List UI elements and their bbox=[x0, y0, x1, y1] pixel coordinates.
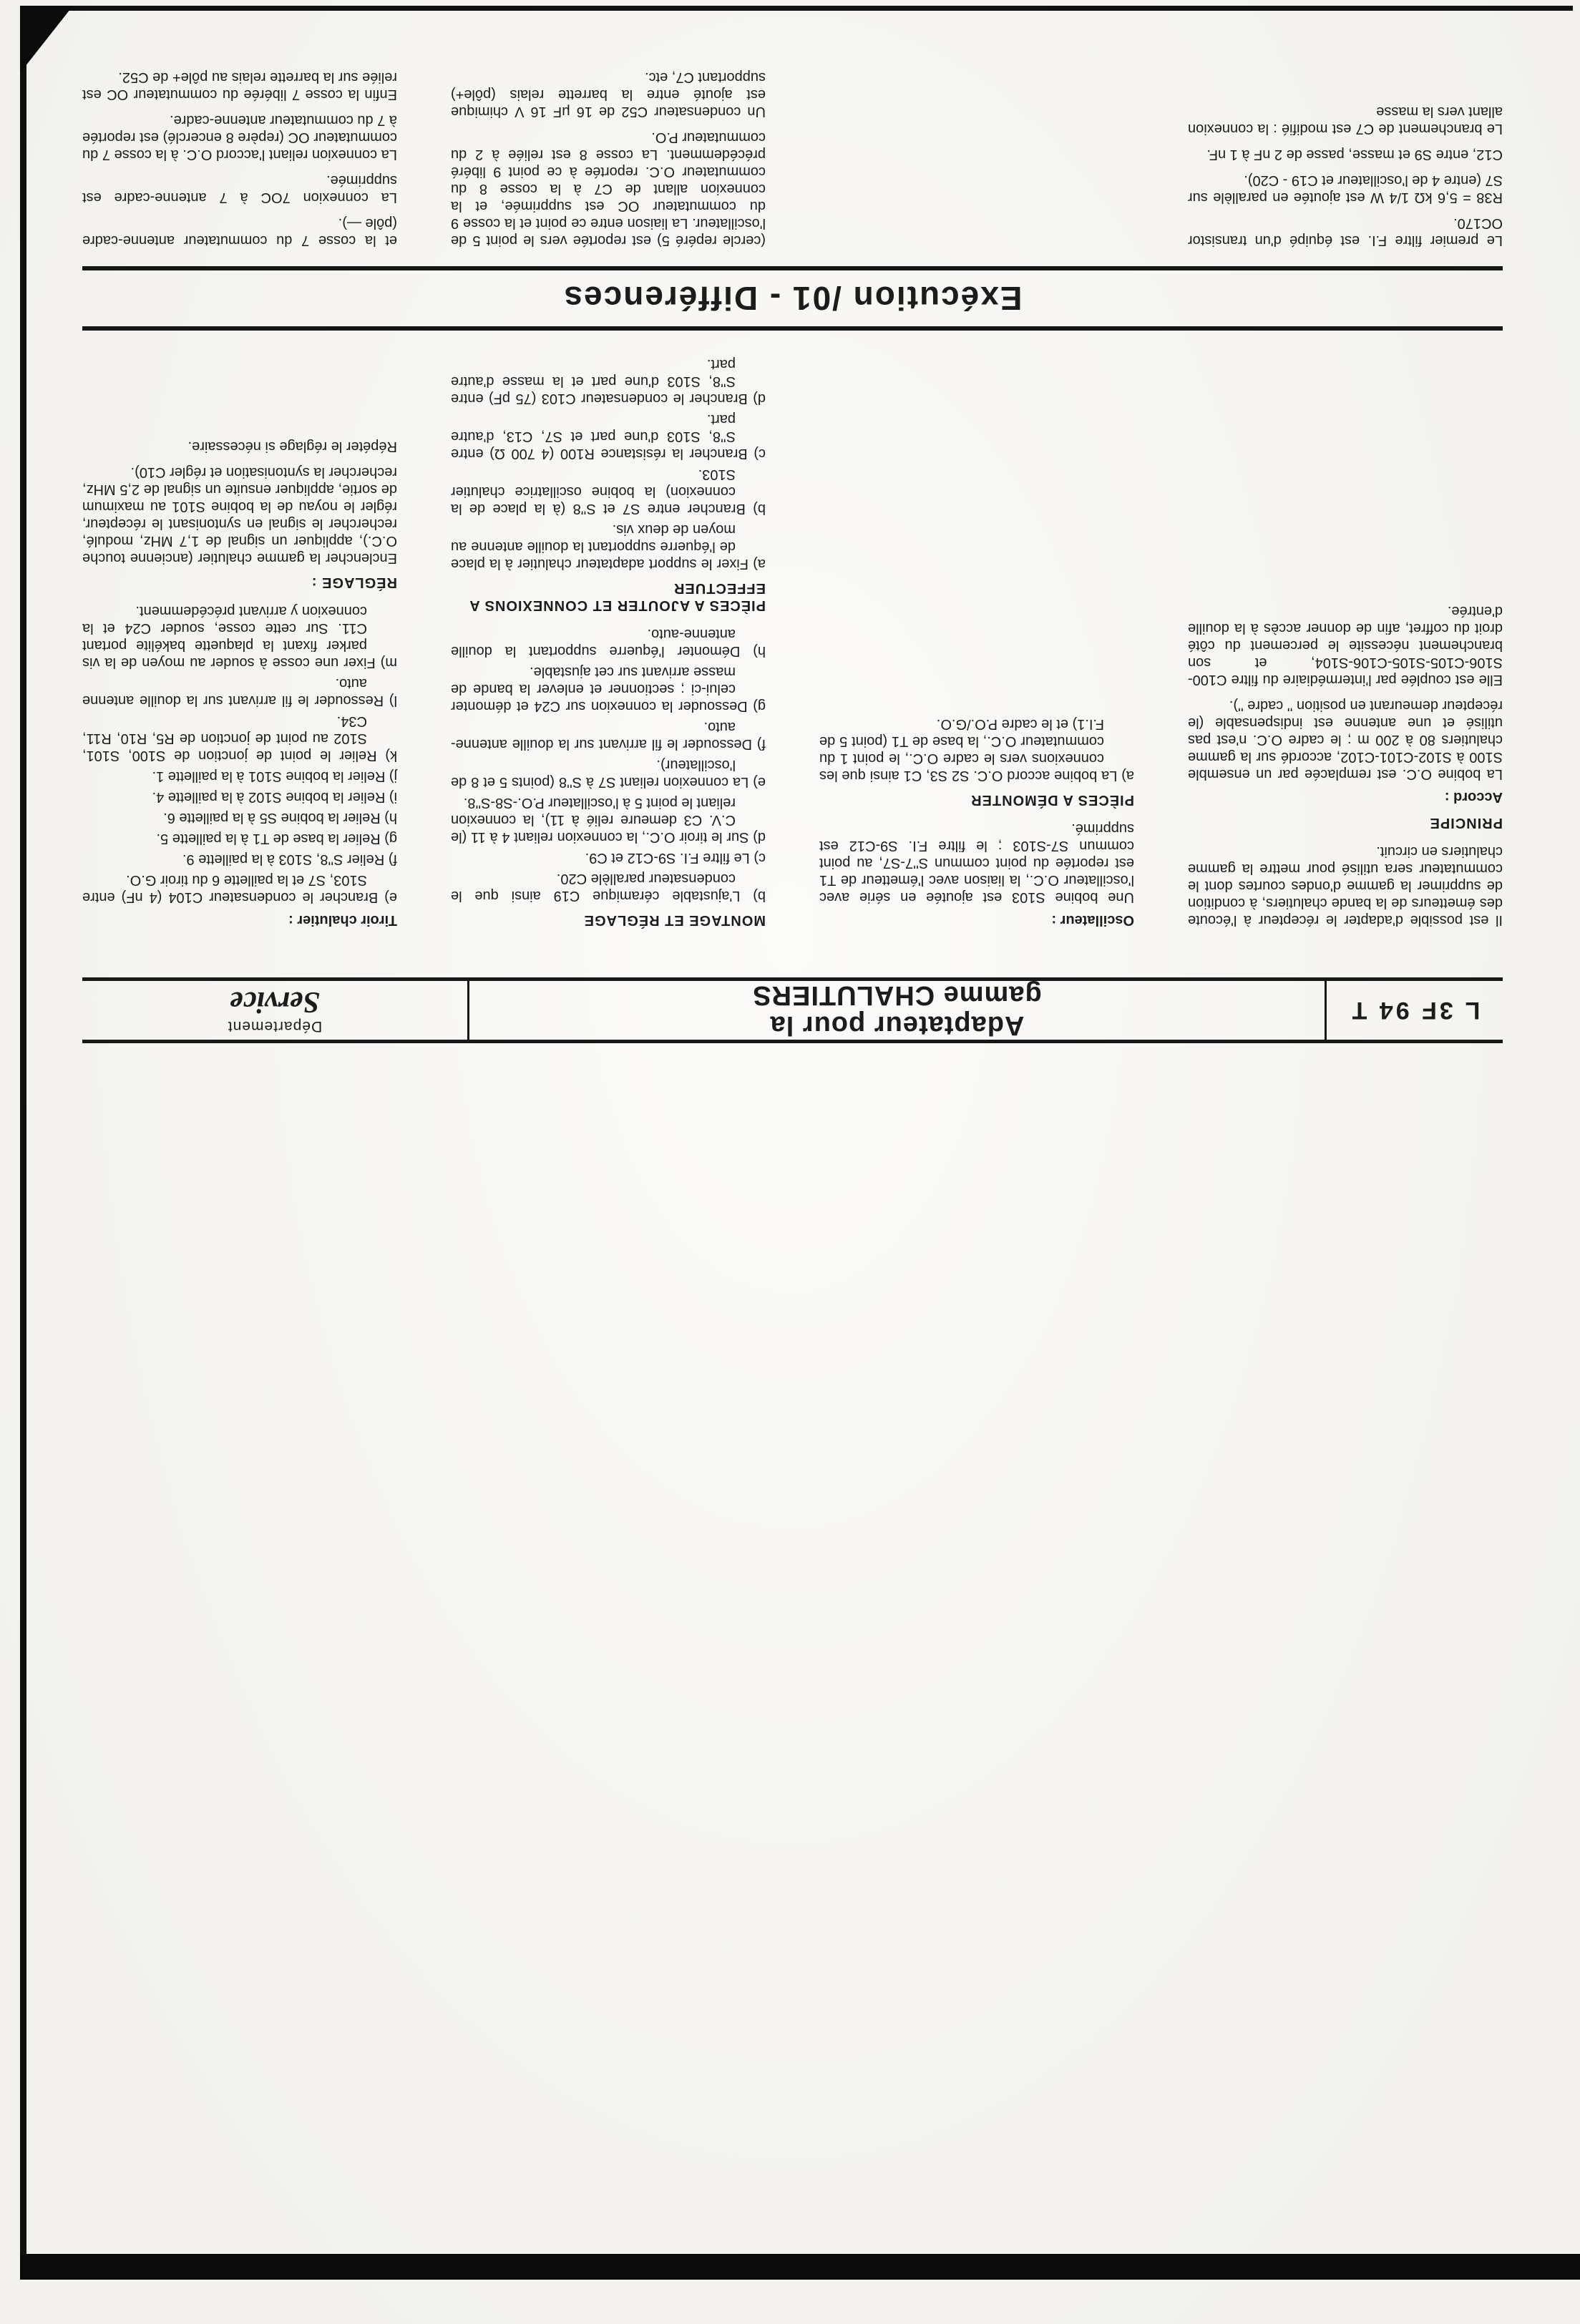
list-item: c) Brancher la résistance R100 (4 700 Ω) entre S''8, S103 d'une part et S7, C13, d'autre part. bbox=[451, 411, 766, 462]
paragraph: La bobine O.C. est remplacée par un ensemble S100 à S102-C101-C102, accordé sur la gamme chalutiers 80 à 200 m ; le cadre O.C. n'est pas utilisé et une antenne est indispensable (le récepteur demeurant en position '' cadre ''). bbox=[1188, 698, 1503, 782]
title-line-1: Adaptateur pour la bbox=[769, 1010, 1025, 1040]
paragraph: La connexion 7OC à 7 antenne-cadre est supprimée. bbox=[82, 172, 397, 205]
department-name: Service bbox=[230, 985, 320, 1018]
paragraph: et la cosse 7 du commutateur antenne-cadre (pôle —). bbox=[82, 215, 397, 248]
list-item: f) Relier S''8, S103 à la paillette 9. bbox=[182, 851, 397, 867]
department-block bbox=[82, 981, 467, 1040]
montage-et-reglage-heading: MONTAGE ET RÉGLAGE bbox=[583, 912, 766, 928]
paragraph: Il est possible d'adapter le récepteur à l'écoute des émetteurs de la bande chalutiers, à condition de supprimer la gamme d'ondes courtes dont le commutateur sera utilisé pour mettre la gamme chalutiers en circuit. bbox=[1188, 844, 1503, 928]
list-item: d) Brancher le condensateur C103 (75 pF) entre S''8, S103 d'une part et la masse d'autre part. bbox=[451, 356, 766, 406]
title-line-2: gamme CHALUTIERS bbox=[752, 980, 1042, 1010]
list-item: h) Démonter l'équerre supportant la douille antenne-auto. bbox=[451, 626, 766, 659]
list-item: g) Dessouder la connexion sur C24 et démonter celui-ci ; sectionner et enlever la bande de masse arrivant sur cet ajustable. bbox=[451, 664, 766, 714]
list-item: l) Ressouder le fil arrivant sur la douille antenne auto. bbox=[82, 675, 397, 708]
paragraph: Le premier filtre F.I. est équipé d'un transistor OC170. bbox=[1188, 215, 1503, 248]
list-item: k) Relier le point de jonction de S100, S101, S102 au point de jonction de R5, R10, R11, C34. bbox=[82, 713, 397, 763]
montage-column-4 bbox=[82, 335, 397, 929]
montage-column-1 bbox=[1188, 335, 1503, 929]
divider-rule-top bbox=[82, 326, 1503, 331]
oscillateur-subheading: Oscillateur : bbox=[1051, 912, 1134, 928]
execution-column-empty bbox=[819, 6, 1134, 249]
doc-reference: L 3F 94 T bbox=[1349, 997, 1481, 1025]
paragraph: C12, entre S9 et masse, passe de 2 nF à 1 nF. bbox=[1206, 147, 1503, 162]
montage-column-3 bbox=[451, 335, 766, 929]
list-item: b) Brancher entre S7 et S''8 (à la place de la connexion) la bobine oscillatrice chalutier S103. bbox=[451, 467, 766, 517]
list-item: h) Relier la bobine S5 à la paillette 6. bbox=[163, 810, 397, 826]
list-item: e) Brancher le condensateur C104 (4 nF) entre S103, S7 et la paillette 6 du tiroir G.O. bbox=[82, 872, 397, 905]
list-item: d) Sur le tiroir O.C., la connexion reliant 4 à 11 (le C.V. C3 demeure relié à 11), la connexion reliant le point 5 à l'oscillateur P.O.-S8-S''8. bbox=[451, 795, 766, 845]
list-item: f) Dessouder le fil arrivant sur la douille antenne-auto. bbox=[451, 719, 766, 752]
principe-heading: PRINCIPE bbox=[1429, 815, 1503, 831]
accord-subheading: Accord : bbox=[1444, 789, 1503, 805]
list-item: j) Relier la bobine S101 à la paillette 1. bbox=[152, 768, 397, 784]
paragraph: R38 = 5,6 kΩ 1/4 W est ajoutée en parallèle sur S7 (entre 4 de l'oscillateur et C19 - C20). bbox=[1188, 172, 1503, 205]
tiroir-chalutier-subheading: Tiroir chalutier : bbox=[288, 912, 397, 928]
document-title bbox=[467, 981, 1327, 1040]
paragraph: Répéter le réglage si nécessaire. bbox=[187, 439, 397, 454]
paragraph: Enfin la cosse 7 libérée du commutateur OC est reliée sur la barrette relais au pôle+ de C52. bbox=[82, 69, 397, 102]
paragraph: Le branchement de C7 est modifié : la connexion allant vers la masse bbox=[1188, 104, 1503, 137]
paragraph: Enclencher la gamme chalutier (ancienne touche O.C.), appliquer un signal de 1,7 MHz, modulé, rechercher le signal en syntonisant le récepteur, régler le noyau de la bobine S101 au maximum de sortie, appliquer ensuite un signal de 2,5 MHz, rechercher la syntonisation et régler C10). bbox=[82, 464, 397, 566]
execution-section-title: Exécution /01 - Différences bbox=[562, 280, 1023, 317]
divider-rule-bottom bbox=[82, 266, 1503, 270]
execution-section bbox=[82, 6, 1503, 249]
paragraph: Une bobine S103 est ajoutée en série avec l'oscillateur O.C., la liaison avec l'émetteur de T1 est reportée du point commun S''7-S7, au point commun S7-S103 ; le filtre F.I. S9-C12 est supprimé. bbox=[819, 821, 1134, 905]
scan-border-left bbox=[20, 6, 26, 2280]
reglage-heading: RÉGLAGE : bbox=[311, 575, 397, 590]
list-item: a) La bobine accord O.C. S2 S3, C1 ainsi que les connexions vers le cadre O.C., le point 1 du commutateur O.C., la base de T1 (point 5 de F.I.1) et le cadre P.O./G.O. bbox=[819, 716, 1134, 783]
scan-border-top bbox=[20, 6, 1573, 11]
list-item: m) Fixer une cosse à souder au moyen de la vis parker fixant la plaquette bakélite portant C11. Sur cette cosse, souder C24 et la connexion y arrivant précédemment. bbox=[82, 603, 397, 670]
list-item: c) Le filtre F.I. S9-C12 et C9. bbox=[585, 850, 766, 866]
list-item: i) Relier la bobine S102 à la paillette 4. bbox=[152, 789, 397, 805]
pieces-a-ajouter-heading: PIÈCES A AJOUTER ET CONNEXIONS A EFFECTUER bbox=[469, 580, 766, 613]
list-item: g) Relier la base de T1 à la paillette 5. bbox=[156, 831, 397, 846]
montage-column-2 bbox=[819, 335, 1134, 929]
department-label: Département bbox=[227, 1018, 323, 1035]
pieces-a-demonter-heading: PIÈCES A DÉMONTER bbox=[970, 792, 1134, 808]
list-item: a) Fixer le support adaptateur chalutier à la place de l'équerre supportant la douille antenne au moyen de deux vis. bbox=[451, 522, 766, 572]
header-bar bbox=[82, 977, 1503, 1043]
execution-column-3 bbox=[82, 6, 397, 249]
paragraph: (cercle repéré 5) est reportée vers le point 5 de l'oscillateur. La liaison entre ce point et la cosse 9 du commutateur OC est supprimée, et la connexion allant de C7 à la cosse 8 du commutateur O.C. reportée à ce point 9 libéré précédemment. La cosse 8 est reliée à 2 du commutateur P.O. bbox=[451, 130, 766, 248]
execution-column-1 bbox=[1188, 6, 1503, 249]
list-item: b) L'ajustable céramique C19 ainsi que le condensateur parallèle C20. bbox=[451, 871, 766, 904]
paragraph: Elle est couplée par l'intermédiaire du filtre C100-S106-C105-S105-C106-S104, et son branchement nécessite le percement du côté droit du coffret, afin de donner accès à la douille d'entrée. bbox=[1188, 603, 1503, 688]
list-item: e) La connexion reliant S7 à S''8 (points 5 et 8 de l'oscillateur). bbox=[451, 757, 766, 790]
execution-column-2 bbox=[451, 6, 766, 249]
paragraph: La connexion reliant l'accord O.C. à la cosse 7 du commutateur OC (repère 8 encerclé) est reportée à 7 du commutateur antenne-cadre. bbox=[82, 112, 397, 162]
paragraph: Un condensateur C52 de 16 μF 16 V chimique est ajouté entre la barrette relais (pôle+) supportant C7, etc. bbox=[451, 69, 766, 119]
montage-section bbox=[82, 335, 1503, 929]
scan-edge-strip bbox=[20, 2254, 1580, 2280]
